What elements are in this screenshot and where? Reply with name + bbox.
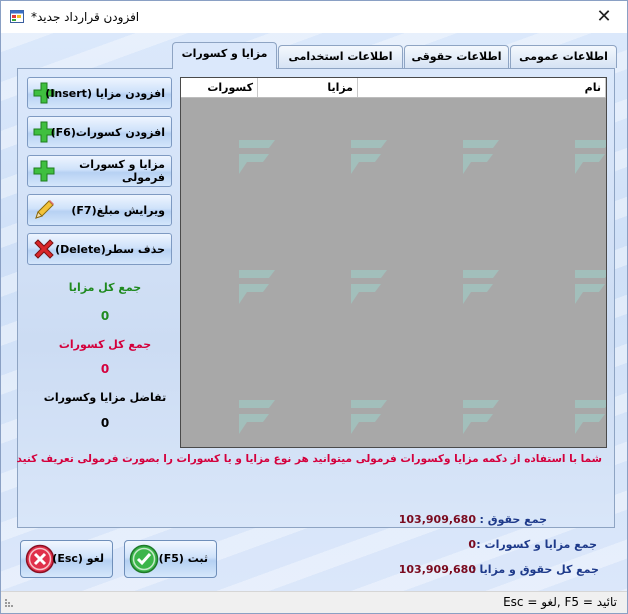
watermark-logo-icon: [349, 136, 389, 176]
watermark-logo-icon: [349, 266, 389, 306]
total-deductions-label: جمع کل کسورات: [58, 338, 152, 351]
pencil-icon: [32, 198, 56, 222]
resize-grip-icon[interactable]: [4, 598, 14, 608]
watermark-logo-icon: [237, 266, 277, 306]
watermark-logo-icon: [461, 136, 501, 176]
add-deduction-label: افزودن کسورات(F6): [50, 125, 165, 139]
tab-employment-info[interactable]: [278, 45, 403, 68]
column-header-benefits[interactable]: مزایا: [258, 78, 358, 97]
grand-total-value: 103,909,680: [398, 563, 476, 576]
tab-legal-info[interactable]: [404, 45, 509, 68]
add-benefit-button[interactable]: [27, 77, 172, 109]
delete-row-label: حذف سطر(Delete): [55, 242, 165, 256]
balance-value: 0: [100, 416, 110, 430]
total-deductions-value: 0: [100, 362, 110, 376]
total-benefits-value: 0: [100, 309, 110, 323]
total-benefits-deductions-value: 0: [468, 538, 476, 551]
tab-benefits-deductions[interactable]: [172, 42, 277, 69]
formula-label: مزایا و کسورات فرمولی: [79, 158, 165, 184]
tab-label: اطلاعات استخدامی: [288, 50, 393, 63]
add-benefit-label: افزودن مزایا (Insert): [45, 86, 165, 100]
benefits-grid[interactable]: [180, 77, 607, 448]
app-icon: [10, 10, 24, 23]
status-bar: [1, 591, 627, 614]
edit-amount-label: ویرایش مبلغ(F7): [71, 203, 165, 217]
add-deduction-button[interactable]: [27, 116, 172, 148]
total-salary-label: جمع حقوق :: [479, 513, 547, 526]
save-label: ثبت (F5): [158, 552, 208, 565]
grid-header: [181, 78, 606, 98]
tab-label: اطلاعات حقوقی: [411, 50, 502, 63]
cancel-icon: [25, 544, 55, 574]
window-title: افزودن قرارداد جدید*: [31, 10, 140, 24]
cancel-label: لغو (Esc): [52, 552, 104, 565]
column-header-name[interactable]: نام: [358, 78, 606, 97]
delete-row-button[interactable]: [27, 233, 172, 265]
balance-label: تفاضل مزایا وکسورات: [43, 391, 167, 404]
total-benefits-label: جمع کل مزایا: [68, 281, 142, 294]
formula-benefits-button[interactable]: [27, 155, 172, 187]
grand-total-label: جمع کل حقوق و مزایا :: [471, 563, 599, 576]
tab-general-info[interactable]: [510, 45, 617, 68]
client-area: [1, 33, 627, 591]
checkmark-icon: [129, 544, 159, 574]
plus-icon: [32, 159, 56, 183]
watermark-logo-icon: [573, 136, 607, 176]
delete-x-icon: [32, 237, 56, 261]
shortcut-hint: تائید = F5 ,لغو = Esc: [503, 595, 617, 609]
save-button[interactable]: [124, 540, 217, 578]
cancel-button[interactable]: [20, 540, 113, 578]
watermark-logo-icon: [237, 396, 277, 436]
tab-label: مزایا و کسورات: [181, 47, 268, 60]
watermark-logo-icon: [349, 396, 389, 436]
tab-label: اطلاعات عمومی: [519, 50, 608, 63]
column-header-deductions[interactable]: کسورات: [181, 78, 258, 97]
close-button[interactable]: [591, 5, 617, 29]
total-benefits-deductions-label: جمع مزایا و کسورات :: [476, 538, 597, 551]
close-icon: ✕: [596, 6, 612, 27]
formula-hint: شما با استفاده از دکمه مزایا وکسورات فرمولی میتوانید هر نوع مزایا و یا کسورات را بصورت فرمولی تعریف کنید: [16, 453, 602, 465]
watermark-logo-icon: [237, 136, 277, 176]
title-bar: [1, 1, 627, 33]
benefits-deductions-panel: [17, 68, 615, 528]
edit-amount-button[interactable]: [27, 194, 172, 226]
watermark-logo-icon: [461, 266, 501, 306]
total-salary-value: 103,909,680: [398, 513, 476, 526]
watermark-logo-icon: [461, 396, 501, 436]
watermark-logo-icon: [573, 266, 607, 306]
watermark-logo-icon: [573, 396, 607, 436]
